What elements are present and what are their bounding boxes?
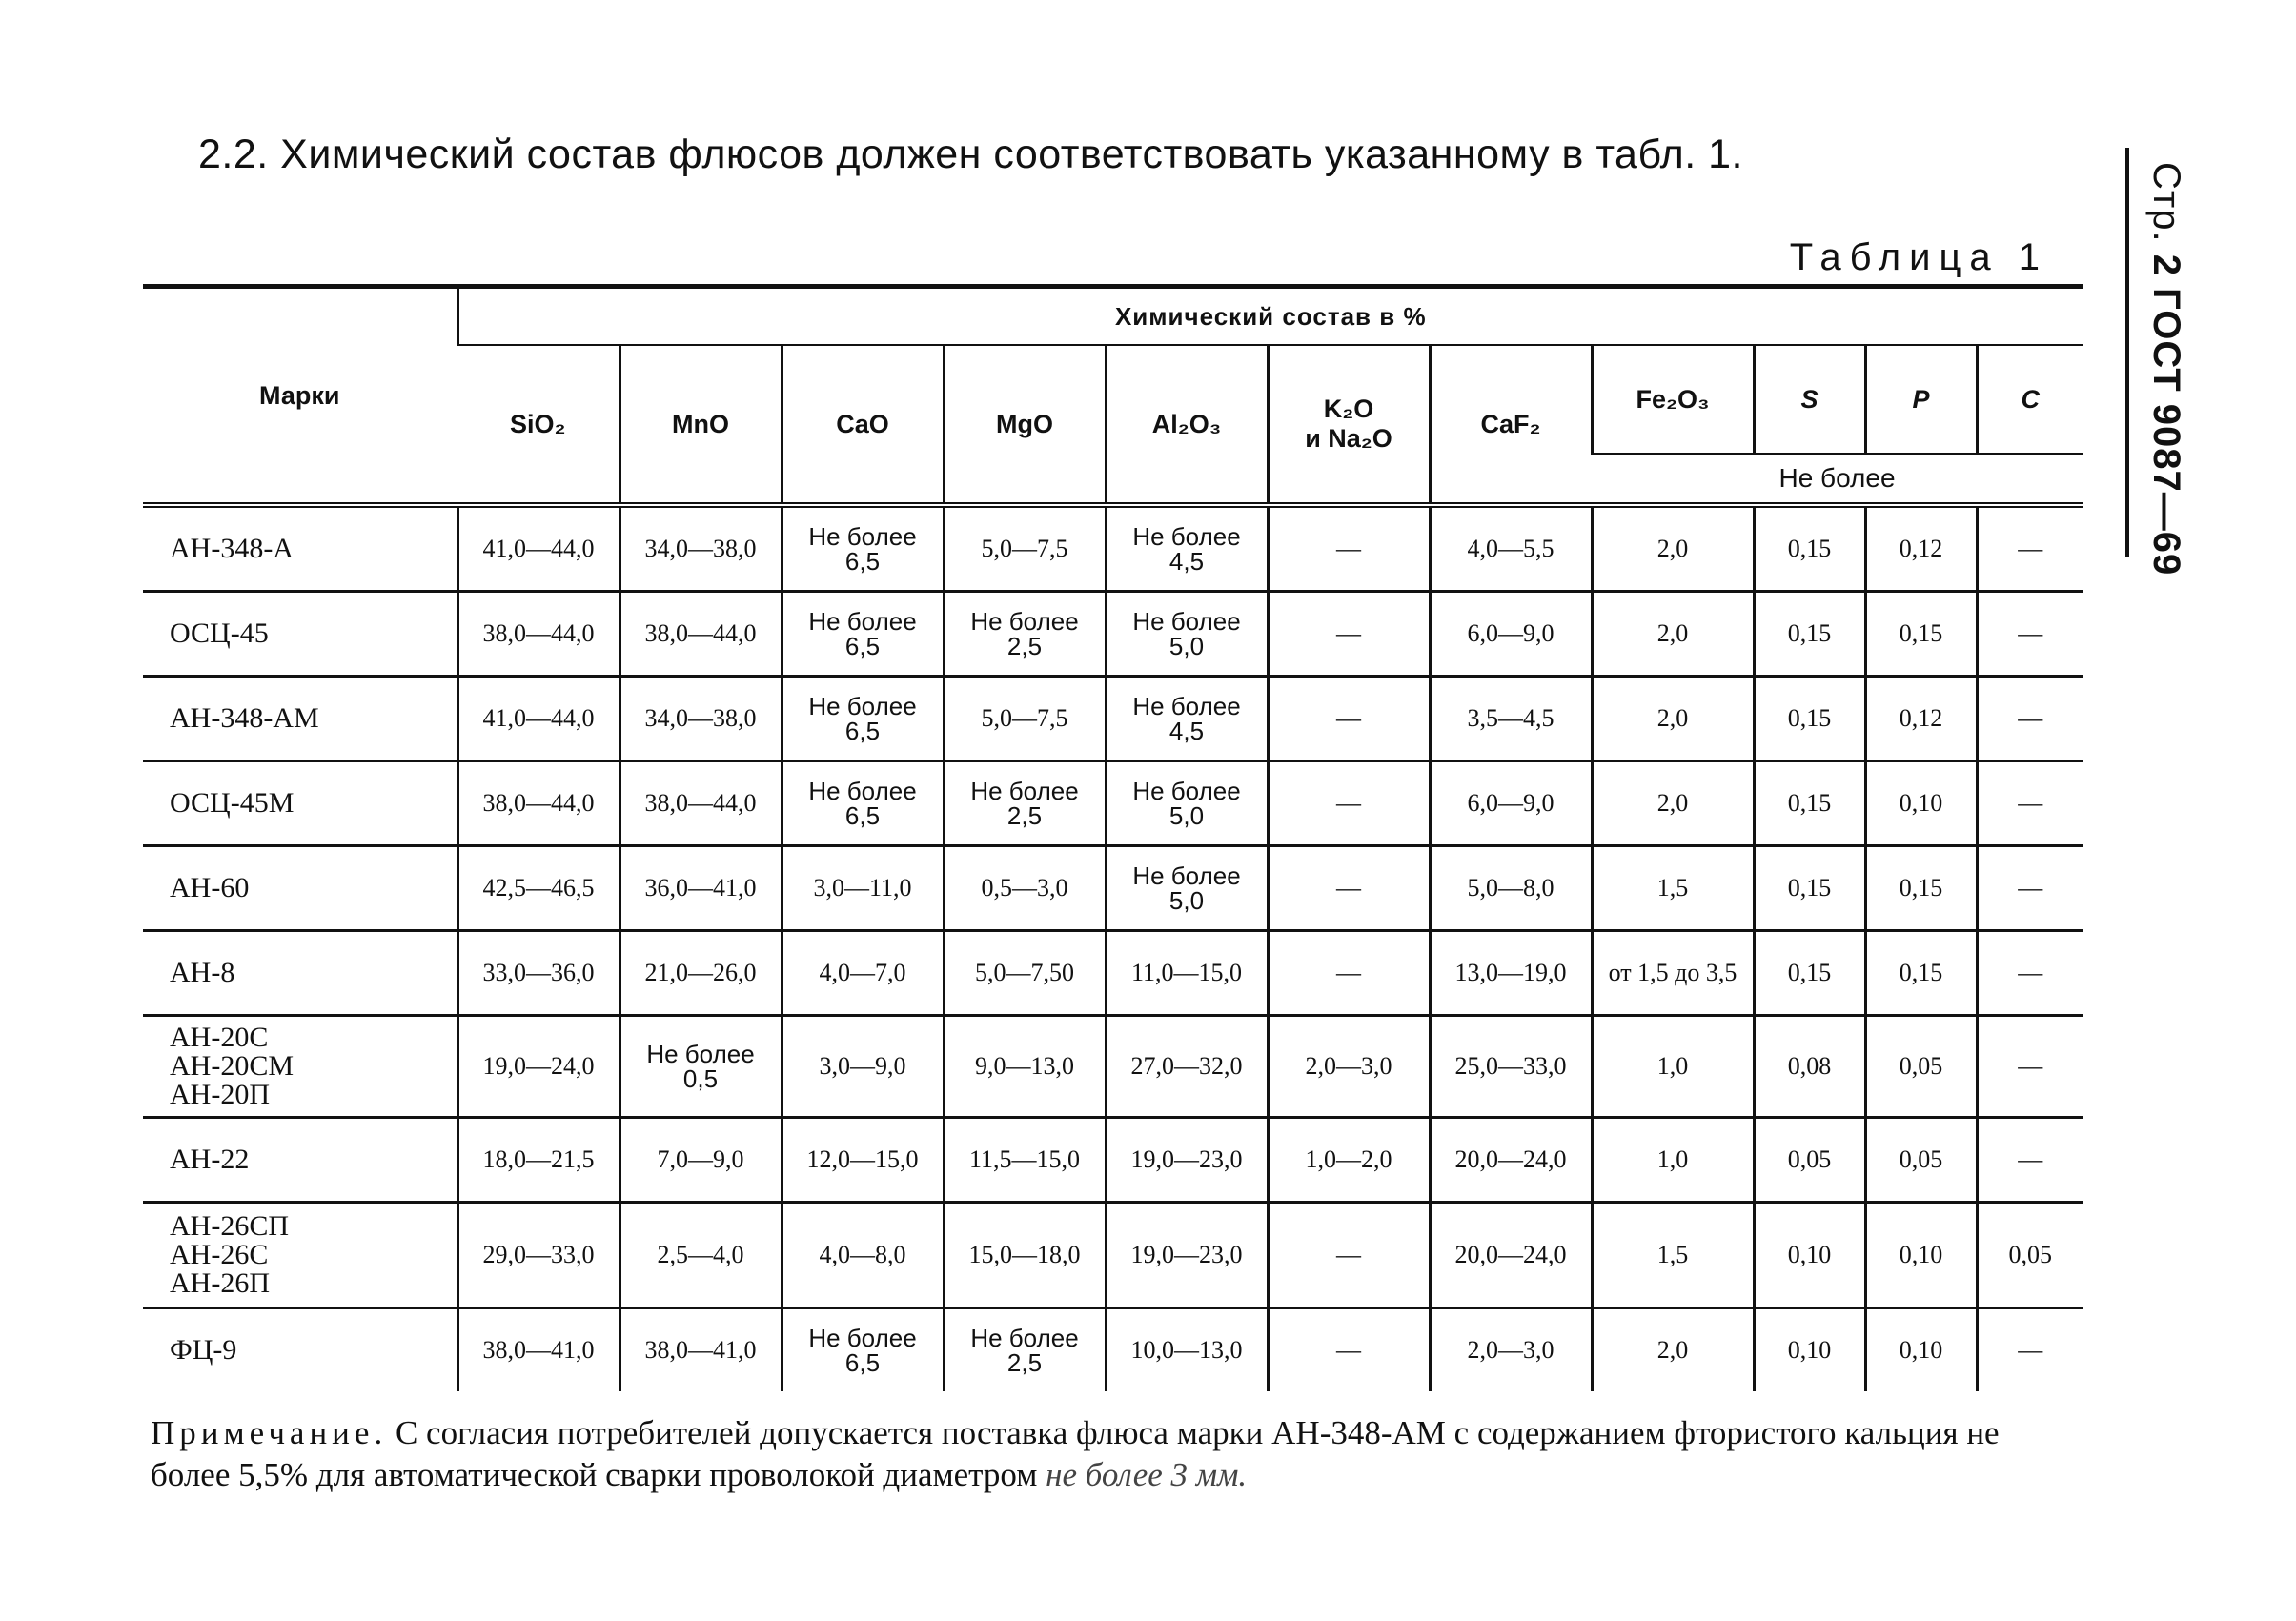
value-cell: 0,05: [1754, 1118, 1865, 1203]
value-cell: 0,05: [1865, 1118, 1977, 1203]
value-cell: 20,0—24,0: [1430, 1203, 1592, 1308]
table-body: [143, 505, 2083, 1391]
value-cell: 33,0—36,0: [457, 931, 620, 1016]
table-row: [143, 592, 2083, 677]
note-text: С согласия потребителей допускается поставка флюса марки АН-348-АМ с содержанием фтористого кальция не более 5,5% для автоматической сварки проволокой диаметром: [151, 1414, 2000, 1493]
value-cell: 4,0—7,0: [782, 931, 944, 1016]
page-side-label: [2130, 162, 2187, 576]
value-cell: 0,15: [1865, 931, 1977, 1016]
value-cell: Не более 0,5: [620, 1016, 782, 1118]
table-row: [143, 505, 2083, 592]
value-cell: 2,0: [1592, 1308, 1754, 1392]
value-cell: 0,10: [1865, 761, 1977, 846]
value-cell: Не более 4,5: [1106, 505, 1268, 592]
value-cell: 0,10: [1865, 1203, 1977, 1308]
value-cell: —: [1268, 1308, 1430, 1392]
value-cell: Не более 5,0: [1106, 592, 1268, 677]
brand-cell: ОСЦ-45: [143, 592, 457, 677]
value-cell: 0,15: [1865, 846, 1977, 931]
value-cell: Не более 6,5: [782, 761, 944, 846]
value-cell: 0,5—3,0: [944, 846, 1106, 931]
value-cell: 3,0—9,0: [782, 1016, 944, 1118]
value-cell: 6,0—9,0: [1430, 592, 1592, 677]
brand-cell: АН-26СП АН-26С АН-26П: [143, 1203, 457, 1308]
value-cell: 4,0—8,0: [782, 1203, 944, 1308]
value-cell: —: [1268, 1203, 1430, 1308]
value-cell: 0,10: [1754, 1203, 1865, 1308]
value-cell: 41,0—44,0: [457, 677, 620, 761]
header-fe2o3: Fe₂O₃: [1592, 345, 1754, 454]
value-cell: 13,0—19,0: [1430, 931, 1592, 1016]
value-cell: 20,0—24,0: [1430, 1118, 1592, 1203]
composition-table-wrapper: [143, 284, 2083, 1391]
value-cell: 36,0—41,0: [620, 846, 782, 931]
value-cell: 10,0—13,0: [1106, 1308, 1268, 1392]
value-cell: 0,10: [1865, 1308, 1977, 1392]
brand-cell: АН-20С АН-20СМ АН-20П: [143, 1016, 457, 1118]
value-cell: 25,0—33,0: [1430, 1016, 1592, 1118]
value-cell: от 1,5 до 3,5: [1592, 931, 1754, 1016]
header-caf2: CaF₂: [1430, 345, 1592, 502]
value-cell: 11,5—15,0: [944, 1118, 1106, 1203]
value-cell: 0,05: [1977, 1203, 2083, 1308]
value-cell: 19,0—23,0: [1106, 1203, 1268, 1308]
table-row: [143, 761, 2083, 846]
value-cell: 27,0—32,0: [1106, 1016, 1268, 1118]
note-label: Примечание.: [151, 1414, 388, 1451]
value-cell: —: [1268, 931, 1430, 1016]
header-chemical-composition: Химический состав в %: [457, 289, 2083, 345]
value-cell: 11,0—15,0: [1106, 931, 1268, 1016]
value-cell: 2,0: [1592, 592, 1754, 677]
value-cell: 0,15: [1754, 677, 1865, 761]
header-sio2: SiO₂: [509, 409, 566, 438]
brand-cell: АН-22: [143, 1118, 457, 1203]
brand-cell: АН-60: [143, 846, 457, 931]
value-cell: Не более 5,0: [1106, 846, 1268, 931]
header-al2o3: Al₂O₃: [1106, 345, 1268, 502]
value-cell: —: [1977, 846, 2083, 931]
value-cell: 3,5—4,5: [1430, 677, 1592, 761]
value-cell: 9,0—13,0: [944, 1016, 1106, 1118]
value-cell: 18,0—21,5: [457, 1118, 620, 1203]
value-cell: 12,0—15,0: [782, 1118, 944, 1203]
value-cell: 1,0: [1592, 1118, 1754, 1203]
value-cell: 0,08: [1754, 1016, 1865, 1118]
value-cell: 2,0: [1592, 677, 1754, 761]
brand-cell: ОСЦ-45М: [143, 761, 457, 846]
header-k2o-na2o: K₂O и Na₂O: [1268, 345, 1430, 502]
brand-cell: АН-348-АМ: [143, 677, 457, 761]
value-cell: 2,0—3,0: [1430, 1308, 1592, 1392]
value-cell: 0,15: [1754, 505, 1865, 592]
header-c: C: [1977, 345, 2083, 454]
side-label-page: 2: [2145, 253, 2187, 276]
value-cell: Не более 6,5: [782, 505, 944, 592]
composition-table: [143, 289, 2083, 1391]
value-cell: 1,0: [1592, 1016, 1754, 1118]
value-cell: 0,05: [1865, 1016, 1977, 1118]
value-cell: Не более 4,5: [1106, 677, 1268, 761]
value-cell: 38,0—44,0: [457, 592, 620, 677]
value-cell: Не более 2,5: [944, 592, 1106, 677]
value-cell: 4,0—5,5: [1430, 505, 1592, 592]
value-cell: Не более 6,5: [782, 677, 944, 761]
value-cell: 1,5: [1592, 846, 1754, 931]
value-cell: 0,12: [1865, 677, 1977, 761]
header-mno: MnO: [620, 345, 782, 502]
value-cell: 2,0—3,0: [1268, 1016, 1430, 1118]
header-p: P: [1865, 345, 1977, 454]
value-cell: Не более 2,5: [944, 1308, 1106, 1392]
value-cell: 0,12: [1865, 505, 1977, 592]
table-note: [151, 1412, 2085, 1496]
value-cell: 41,0—44,0: [457, 505, 620, 592]
value-cell: 6,0—9,0: [1430, 761, 1592, 846]
value-cell: Не более 2,5: [944, 761, 1106, 846]
side-label-doc: ГОСТ 9087—69: [2145, 288, 2187, 577]
value-cell: —: [1977, 1308, 2083, 1392]
value-cell: 3,0—11,0: [782, 846, 944, 931]
value-cell: —: [1977, 505, 2083, 592]
value-cell: 29,0—33,0: [457, 1203, 620, 1308]
value-cell: —: [1268, 846, 1430, 931]
value-cell: 34,0—38,0: [620, 505, 782, 592]
table-row: [143, 846, 2083, 931]
value-cell: 38,0—41,0: [620, 1308, 782, 1392]
value-cell: 7,0—9,0: [620, 1118, 782, 1203]
header-mgo: MgO: [944, 345, 1106, 502]
value-cell: 1,0—2,0: [1268, 1118, 1430, 1203]
brand-cell: АН-348-А: [143, 505, 457, 592]
value-cell: 5,0—7,50: [944, 931, 1106, 1016]
value-cell: 21,0—26,0: [620, 931, 782, 1016]
value-cell: —: [1977, 1016, 2083, 1118]
value-cell: —: [1977, 677, 2083, 761]
table-row: [143, 1308, 2083, 1392]
value-cell: —: [1977, 761, 2083, 846]
value-cell: 42,5—46,5: [457, 846, 620, 931]
value-cell: —: [1268, 505, 1430, 592]
header-marki: Марки: [259, 380, 340, 410]
value-cell: 0,15: [1754, 761, 1865, 846]
header-cao: CaO: [782, 345, 944, 502]
value-cell: 2,0: [1592, 505, 1754, 592]
brand-cell: АН-8: [143, 931, 457, 1016]
value-cell: 2,5—4,0: [620, 1203, 782, 1308]
value-cell: —: [1268, 592, 1430, 677]
value-cell: 38,0—44,0: [620, 592, 782, 677]
value-cell: 0,15: [1754, 592, 1865, 677]
value-cell: 0,15: [1754, 931, 1865, 1016]
value-cell: —: [1268, 677, 1430, 761]
value-cell: 5,0—8,0: [1430, 846, 1592, 931]
value-cell: 0,15: [1754, 846, 1865, 931]
value-cell: Не более 5,0: [1106, 761, 1268, 846]
note-tail: не более 3 мм.: [1046, 1455, 1248, 1493]
value-cell: —: [1977, 1118, 2083, 1203]
header-s: S: [1754, 345, 1865, 454]
value-cell: 5,0—7,5: [944, 505, 1106, 592]
table-row: [143, 1016, 2083, 1118]
value-cell: 5,0—7,5: [944, 677, 1106, 761]
value-cell: 19,0—23,0: [1106, 1118, 1268, 1203]
value-cell: 0,10: [1754, 1308, 1865, 1392]
value-cell: 38,0—41,0: [457, 1308, 620, 1392]
section-heading: 2.2. Химический состав флюсов должен соответствовать указанному в табл. 1.: [198, 132, 1744, 177]
value-cell: 19,0—24,0: [457, 1016, 620, 1118]
value-cell: 15,0—18,0: [944, 1203, 1106, 1308]
side-rule: [2125, 148, 2129, 557]
table-row: [143, 1203, 2083, 1308]
table-row: [143, 931, 2083, 1016]
table-row: [143, 1118, 2083, 1203]
table-row: [143, 677, 2083, 761]
value-cell: —: [1977, 592, 2083, 677]
value-cell: 34,0—38,0: [620, 677, 782, 761]
value-cell: Не более 6,5: [782, 592, 944, 677]
value-cell: 38,0—44,0: [620, 761, 782, 846]
value-cell: —: [1977, 931, 2083, 1016]
value-cell: 0,15: [1865, 592, 1977, 677]
value-cell: Не более 6,5: [782, 1308, 944, 1392]
table-label: Таблица 1: [1789, 236, 2048, 278]
value-cell: 2,0: [1592, 761, 1754, 846]
value-cell: 1,5: [1592, 1203, 1754, 1308]
value-cell: 38,0—44,0: [457, 761, 620, 846]
value-cell: —: [1268, 761, 1430, 846]
side-label-prefix: Стр.: [2145, 162, 2187, 243]
brand-cell: ФЦ-9: [170, 1334, 237, 1366]
header-ne-bolee: Не более: [1778, 463, 1896, 493]
